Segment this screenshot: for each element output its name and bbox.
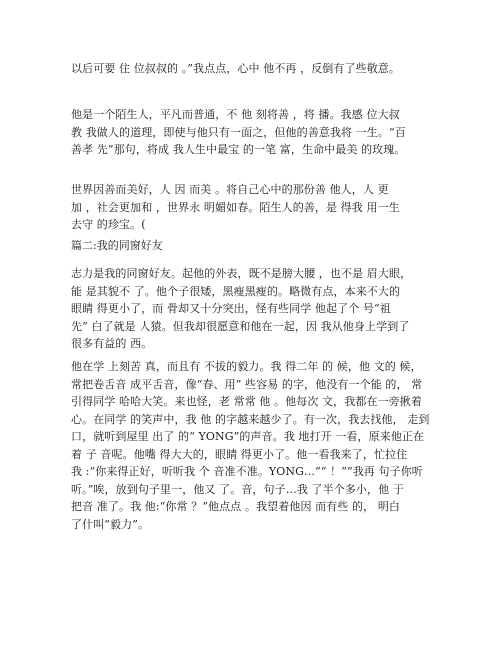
text-line: 心。在同学 的笑声中，我 他 的字越来越少了。有一次，我去找他， 走到 — [71, 412, 430, 426]
text-line: 去守 的珍宝。( — [71, 218, 146, 231]
section-heading: 篇二:我的同窗好友 — [71, 239, 163, 252]
text-line: 世界因善而美好，人 因 而美 。将自己心中的那份善 他人，人 更 — [71, 183, 389, 196]
text-line: 听。”唉，放到句子里一，他又 了。音，句子…我 了半个多小，他 于 — [71, 482, 404, 496]
text-line: 很多有益的 西。 — [71, 337, 153, 350]
text-line: 教 我做人的道理，即使与他只有一面之，但他的善意我将 一生。“百 — [71, 125, 406, 139]
paragraph-kindness — [71, 181, 433, 234]
text-line: 能 是其貌不 了。他个子很矮，黑瘦黑瘦的。略微有点，本来不大的 — [71, 284, 401, 298]
text-line: 引得同学 哈哈大笑。来也怪，老 常常 他 。他每次 文，我都在一旁揪着 — [71, 395, 422, 408]
text-line: 着 子 音呢。他嘴 得大大的，眼睛 得更小了。他一看我来了，忙拉住 — [71, 447, 408, 461]
text-line: 加 ，社会更加和 ，世界永 明媚如春。陌生人的善，是 得我 用一生 — [71, 200, 400, 214]
paragraph-classmate-intro — [71, 265, 433, 353]
text-line: 了什叫“毅力”。 — [71, 517, 150, 531]
text-line: 志力是我的同窗好友。起他的外表，既不是膀大腰 ，也不是 眉大眼， — [71, 267, 412, 280]
text-line: 先” 白了就是 人猿。但我却很愿意和他在一起，因 我从他身上学到了 — [71, 319, 410, 333]
text-line: 以后可要 住 位叔叔的 。”我点点，心中 他不再 ，反倒有了些敬意。 — [71, 62, 401, 75]
text-line: 把音 准了。我 他:“你常 ？”他点点 。我望着他因 而有些 的， 明白 — [71, 500, 401, 513]
paragraph-perseverance — [71, 358, 433, 533]
text-line: 善孝 先”那句，将成 我人生中最宝 的一笔 富，生命中最美 的玫瑰。 — [71, 143, 406, 156]
text-line: 我 :“你来得正好，听听我 个 音准不准。YONG…”“ ！”“我再 句子你听 — [71, 465, 423, 478]
text-line: 口，就听到屋里 出了 的“ YONG”的声音。我 地打开 一看，原来他正在 — [71, 430, 425, 443]
text-line: 眼睛 得更小了，而 骨却又十分突出，怪有些同学 他起了个 号“祖 — [71, 302, 391, 315]
text-line: 他在学 上刻苦 真，而且有 不拔的毅力。我 得二年 的 候，他 文的 候， — [71, 360, 422, 373]
paragraph-intro-end — [71, 60, 433, 78]
paragraph-stranger — [71, 106, 433, 159]
text-line: 他是一个陌生人，平凡而普通，不 他 刻将善 ，将 播。我感 位大叔 — [71, 108, 400, 121]
text-line: 常把卷舌音 成平舌音，像“春、用” 些容易 的字，他没有一个能 的， 常 — [71, 377, 423, 391]
